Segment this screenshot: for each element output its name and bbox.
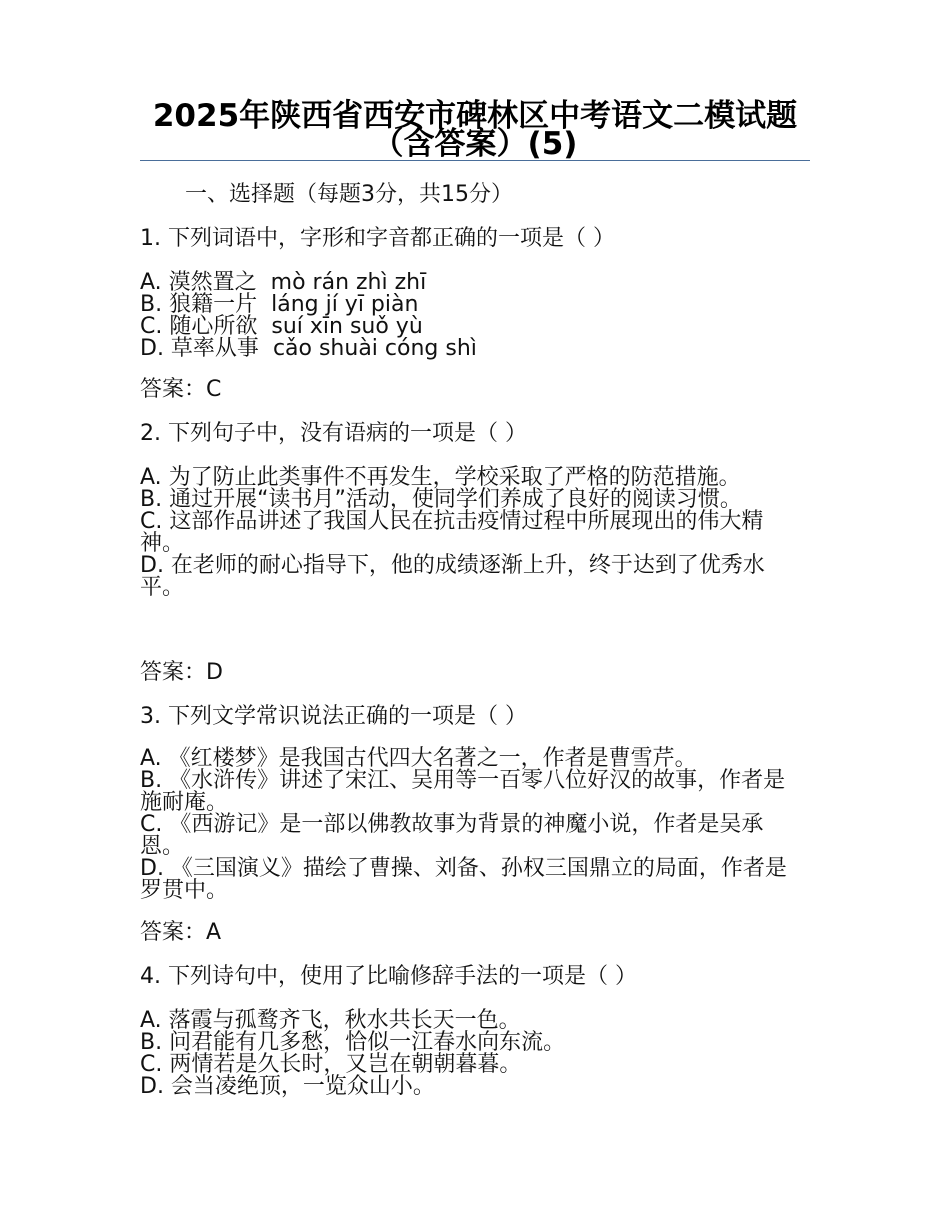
option-text: C. 随心所欲 — [140, 314, 258, 339]
option-pinyin: mò rán zhì zhī — [270, 270, 427, 295]
question-4-stem: 4. 下列诗句中，使用了比喻修辞手法的一项是（ ） — [140, 964, 637, 989]
option-a: A. 落霞与孤鹜齐飞，秋水共长天一色。 — [140, 1008, 521, 1033]
option-b: B. 通过开展“读书月”活动，使同学们养成了良好的阅读习惯。 — [140, 487, 742, 512]
option-c: C. 两情若是久长时，又岂在朝朝暮暮。 — [140, 1052, 522, 1077]
question-2-stem: 2. 下列句子中，没有语病的一项是（ ） — [140, 421, 527, 446]
option-pinyin: láng jí yī piàn — [271, 292, 419, 317]
question-3-answer: 答案：A — [140, 920, 222, 945]
option-a — [140, 272, 800, 294]
option-text: A. 漠然置之 — [140, 270, 257, 295]
option-d: D. 在老师的耐心指导下，他的成绩逐渐上升，终于达到了优秀水平。 — [140, 553, 765, 600]
option-b — [140, 294, 800, 316]
option-b: B. 问君能有几多愁，恰似一江春水向东流。 — [140, 1030, 566, 1055]
question-1-answer: 答案：C — [140, 377, 222, 402]
option-c: C. 这部作品讲述了我国人民在抗击疫情过程中所展现出的伟大精神。 — [140, 509, 764, 556]
option-a: A. 为了防止此类事件不再发生，学校采取了严格的防范措施。 — [140, 465, 741, 490]
option-pinyin: suí xīn suǒ yù — [271, 314, 423, 339]
option-d: D. 《三国演义》描绘了曹操、刘备、孙权三国鼎立的局面，作者是罗贯中。 — [140, 856, 787, 903]
question-1-stem: 1. 下列词语中，字形和字音都正确的一项是（ ） — [140, 226, 615, 251]
question-1-options — [140, 272, 800, 360]
option-b: B. 《水浒传》讲述了宋江、吴用等一百零八位好汉的故事，作者是施耐庵。 — [140, 768, 786, 815]
option-text: B. 狼籍一片 — [140, 292, 258, 317]
section-heading: 一、选择题（每题3分，共15分） — [185, 182, 513, 207]
option-c: C. 《西游记》是一部以佛教故事为背景的神魔小说，作者是吴承恩。 — [140, 812, 764, 859]
option-d: D. 会当凌绝顶，一览众山小。 — [140, 1074, 435, 1099]
question-3-options — [140, 748, 800, 902]
question-2-answer: 答案：D — [140, 660, 223, 685]
question-2-options — [140, 467, 800, 599]
document-title: 2025年陕西省西安市碑林区中考语文二模试题（含答案）(5) — [152, 98, 798, 162]
option-d — [140, 338, 800, 360]
option-a: A. 《红楼梦》是我国古代四大名著之一，作者是曹雪芹。 — [140, 746, 697, 771]
option-text: D. 草率从事 — [140, 336, 259, 361]
question-4-options — [140, 1010, 800, 1098]
option-pinyin: cǎo shuài cóng shì — [272, 336, 477, 361]
option-c — [140, 316, 800, 338]
title-divider — [140, 160, 810, 161]
question-3-stem: 3. 下列文学常识说法正确的一项是（ ） — [140, 704, 527, 729]
